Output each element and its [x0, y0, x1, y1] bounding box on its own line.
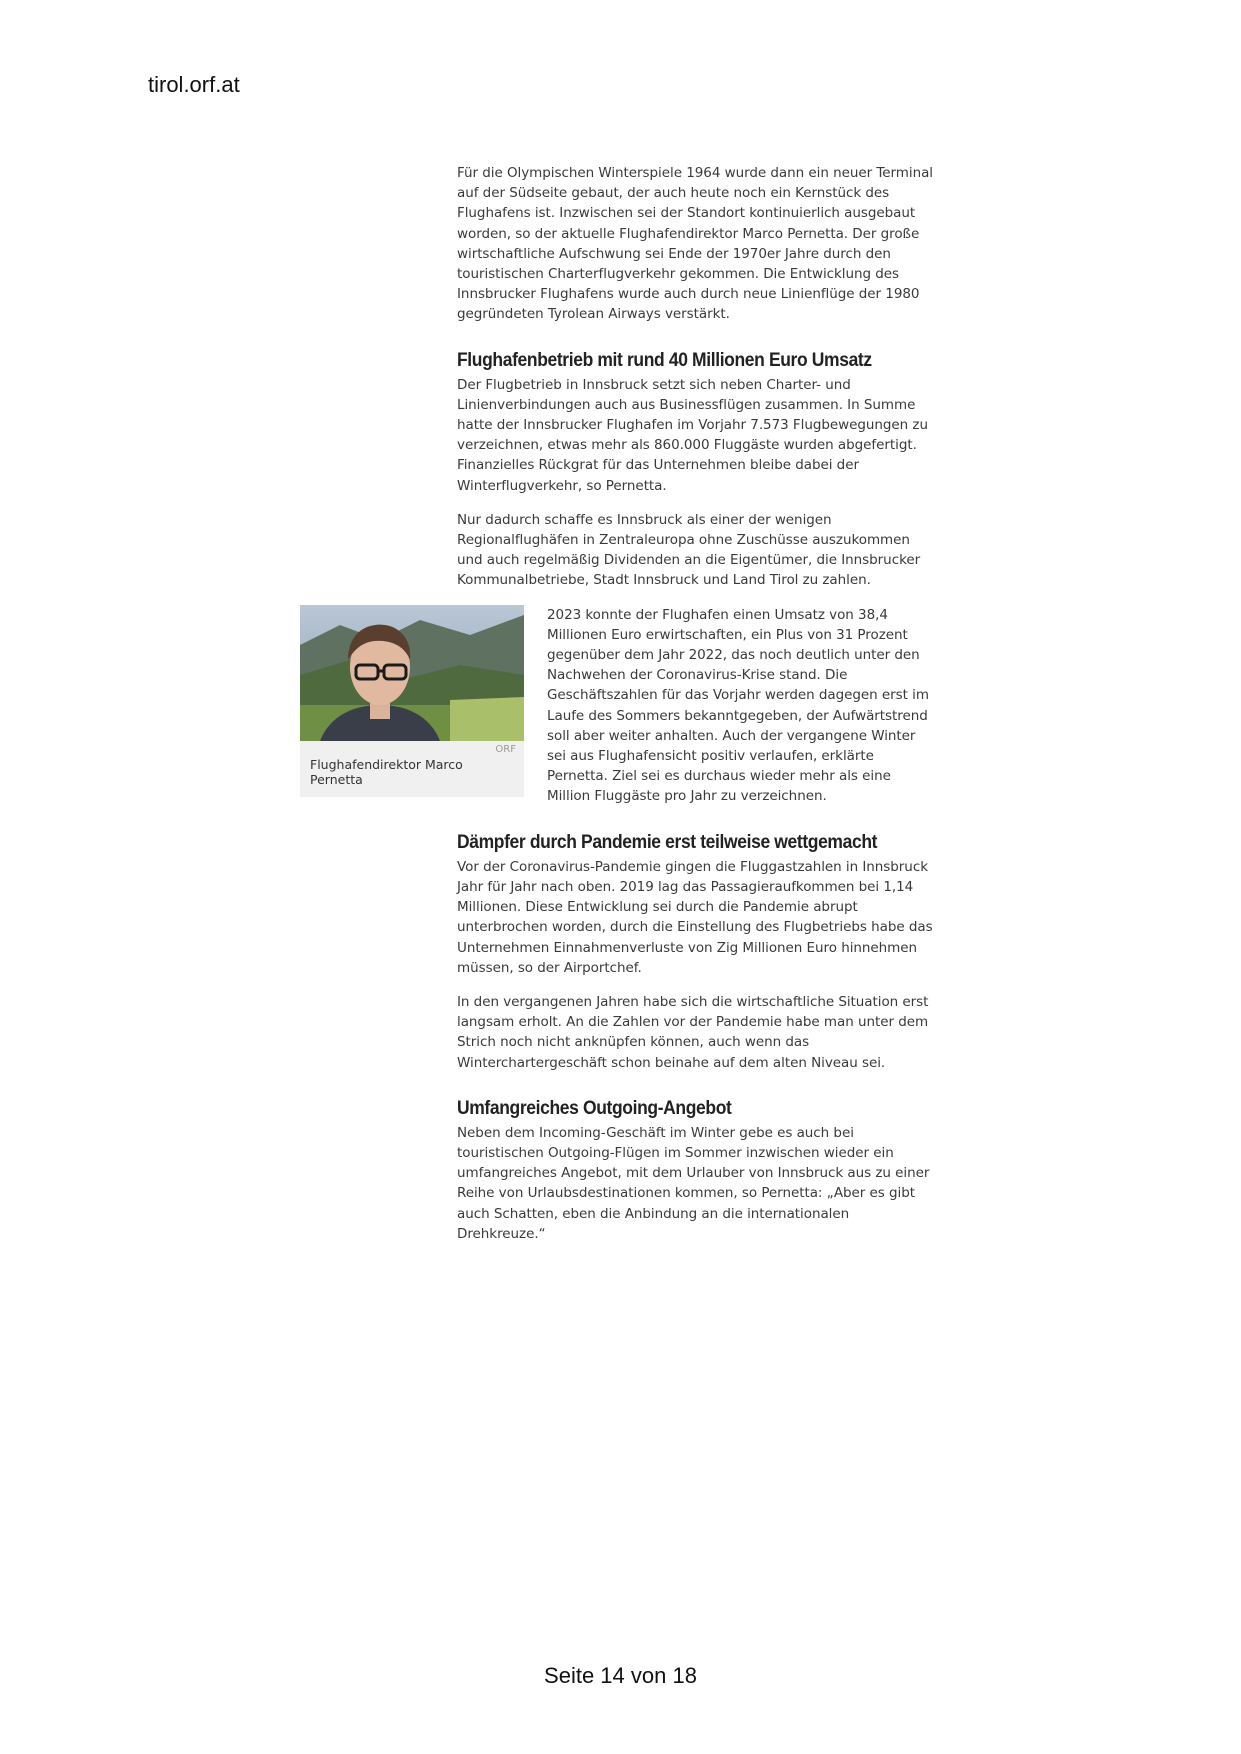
article-body: [310, 163, 937, 1258]
portrait-photo: [300, 605, 524, 741]
section-heading: Flughafenbetrieb mit rund 40 Millionen Euro Umsatz: [457, 349, 872, 371]
photo-credit: ORF: [495, 743, 516, 755]
page-number: Seite 14 von 18: [544, 1663, 697, 1688]
paragraph: Für die Olympischen Winterspiele 1964 wurde dann ein neuer Terminal auf der Südseite gebaut, der auch heute noch ein Kernstück des Flughafens ist. Inzwischen sei der Standort kontinuierlich ausgebaut worden, so der aktuelle Flughafendirektor Marco Pernetta. Der große wirtschaftliche Aufschwung sei Ende der 1970er Jahre durch den touristischen Charterflugverkehr gekommen. Die Entwicklung des Innsbrucker Flughafens wurde auch durch neue Linienflüge der 1980 gegründeten Tyrolean Airways verstärkt.: [457, 165, 933, 323]
figure-row: [310, 605, 937, 807]
section-heading: Dämpfer durch Pandemie erst teilweise wettgemacht: [457, 831, 878, 853]
paragraph: Neben dem Incoming-Geschäft im Winter gebe es auch bei touristischen Outgoing-Flügen im Sommer inzwischen wieder ein umfangreiches Angebot, mit dem Urlauber von Innsbruck aus zu einer Reihe von Urlaubsdestinationen kommen, so Pernetta: „Aber es gibt auch Schatten, eben die Anbindung an die internationalen Drehkreuze.“: [457, 1124, 930, 1242]
photo-caption: Flughafendirektor Marco Pernetta: [310, 756, 463, 787]
paragraph: Der Flugbetrieb in Innsbruck setzt sich neben Charter- und Linienverbindungen auch aus Businessflügen zusammen. In Summe hatte der Innsbrucker Flughafen im Vorjahr 7.573 Flugbewegungen zu verzeichnen, etwas mehr als 860.000 Fluggäste wurden abgefertigt. Finanzielles Rückgrat für das Unternehmen bleibe dabei der Winterflugverkehr, so Pernetta.: [457, 376, 928, 494]
site-header: tirol.orf.at: [148, 72, 240, 97]
figure-adjacent-text: [547, 605, 937, 807]
article-figure: [300, 605, 524, 797]
section-heading: Umfangreiches Outgoing-Angebot: [457, 1097, 732, 1119]
paragraph: 2023 konnte der Flughafen einen Umsatz von 38,4 Millionen Euro erwirtschaften, ein Plus von 31 Prozent gegenüber dem Jahr 2022, das noch deutlich unter den Nachwehen der Coronavirus-Krise stand. Die Geschäftszahlen für das Vorjahr werden dagegen erst im Laufe des Sommers bekanntgegeben, der Aufwärtstrend soll aber weiter anhalten. Auch der vergangene Winter sei aus Flughafensicht positiv verlaufen, erklärte Pernetta. Ziel sei es durchaus wieder mehr als eine Million Fluggäste pro Jahr zu verzeichnen.: [547, 606, 929, 805]
paragraph: In den vergangenen Jahren habe sich die wirtschaftliche Situation erst langsam erholt. An die Zahlen vor der Pandemie habe man unter dem Strich noch nicht anknüpfen können, auch wenn das Winterchartergeschäft schon beinahe auf dem alten Niveau sei.: [457, 993, 929, 1071]
paragraph: Vor der Coronavirus-Pandemie gingen die Fluggastzahlen in Innsbruck Jahr für Jahr nach oben. 2019 lag das Passagieraufkommen bei 1,14 Millionen. Diese Entwicklung sei durch die Pandemie abrupt unterbrochen worden, durch die Einstellung des Flugbetriebs habe das Unternehmen Einnahmenverluste von Zig Millionen Euro hinnehmen müssen, so der Airportchef.: [457, 858, 933, 976]
paragraph: Nur dadurch schaffe es Innsbruck als einer der wenigen Regionalflughäfen in Zentraleuropa ohne Zuschüsse auszukommen und auch regelmäßig Dividenden an die Eigentümer, die Innsbrucker Kommunalbetriebe, Stadt Innsbruck und Land Tirol zu zahlen.: [457, 511, 921, 589]
